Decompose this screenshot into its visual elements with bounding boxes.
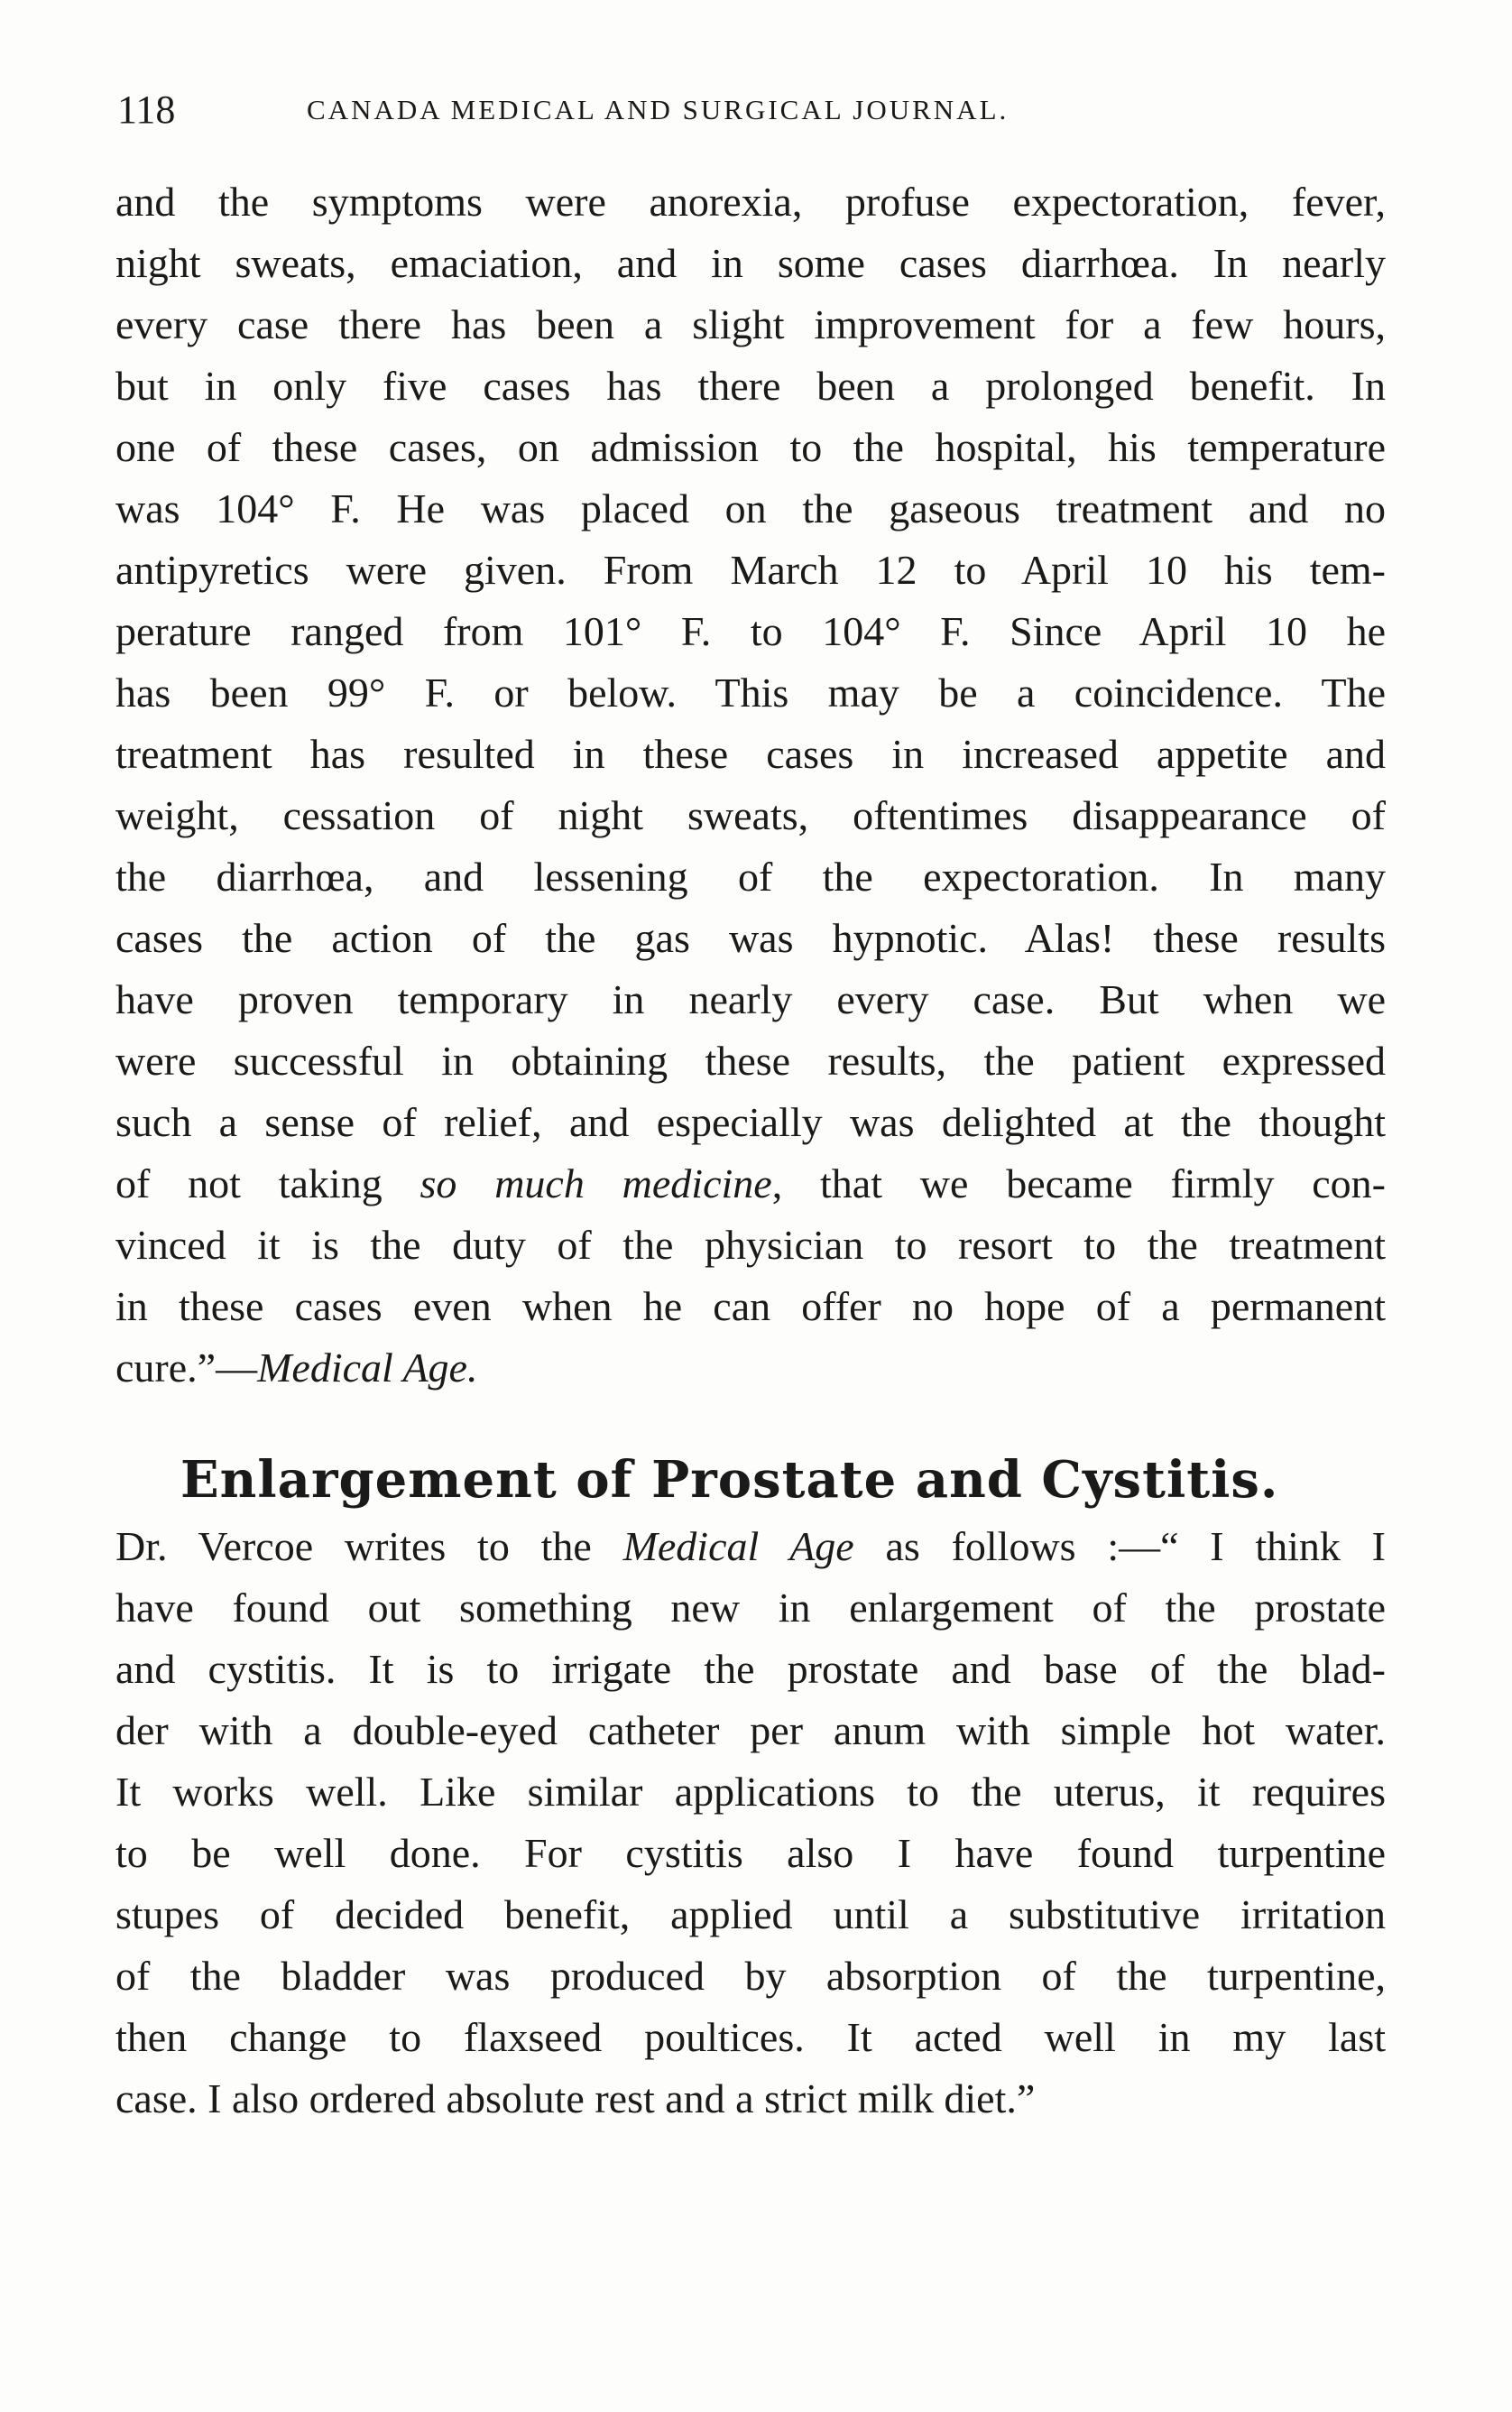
text-line: one of these cases, on admission to the hospital, his temperature [115,424,1386,470]
text-fragment: of not taking [115,1160,420,1206]
text-line: was 104° F. He was placed on the gaseous treatment and no [115,485,1386,531]
text-line: der with a double-eyed catheter per anum with simple hot water. [115,1707,1386,1753]
text-line: every case there has been a slight improvement for a few hours, [115,301,1386,347]
paragraph-consumption-treatment [115,171,1386,1399]
text-line [115,1516,1386,1577]
text-line: in these cases even when he can offer no hope of a permanent [115,1283,1386,1329]
text-fragment: cure.”— [115,1345,258,1391]
text-line: case. I also ordered absolute rest and a strict milk diet.” [115,2075,1036,2121]
section-heading: Enlargement of Prostate and Cystitis. [180,1450,1279,1510]
text-line: then change to flaxseed poultices. It acted well in my last [115,2014,1386,2060]
text-line: to be well done. For cystitis also I have found turpentine [115,1830,1386,1876]
text-line: were successful in obtaining these results, the patient expressed [115,1038,1386,1084]
journal-title: CANADA MEDICAL AND SURGICAL JOURNAL. [307,94,1010,125]
text-line: antipyretics were given. From March 12 to April 10 his tem- [115,547,1386,593]
text-line [115,1337,1386,1399]
page-number: 118 [117,88,176,132]
text-line: treatment has resulted in these cases in increased appetite and [115,731,1386,777]
text-line: but in only five cases has there been a prolonged benefit. In [115,363,1386,409]
text-line: cases the action of the gas was hypnotic. Alas! these results [115,915,1386,961]
text-line: have proven temporary in nearly every case. But when we [115,976,1386,1022]
text-line: vinced it is the duty of the physician to resort to the treatment [115,1222,1386,1268]
text-line: has been 99° F. or below. This may be a coincidence. The [115,670,1386,716]
text-line: such a sense of relief, and especially was delighted at the thought [115,1099,1386,1145]
emphasis-text: so much medicine [419,1160,772,1206]
text-fragment: Dr. Vercoe writes to the [115,1523,623,1569]
text-line: night sweats, emaciation, and in some cases diarrhœa. In nearly [115,240,1386,286]
source-citation: Medical Age. [257,1345,478,1391]
text-line: It works well. Like similar applications to the uterus, it requires [115,1769,1386,1815]
text-line: and cystitis. It is to irrigate the prostate and base of the blad- [115,1646,1386,1692]
text-fragment: as follows :—“ I think I [853,1523,1387,1569]
text-line: and the symptoms were anorexia, profuse expectoration, fever, [115,179,1386,225]
text-line [115,1153,1386,1215]
text-line: weight, cessation of night sweats, oftentimes disappearance of [115,792,1386,838]
text-line: stupes of decided benefit, applied until a substitutive irritation [115,1891,1386,1937]
text-line: perature ranged from 101° F. to 104° F. Since April 10 he [115,608,1386,654]
emphasis-text: Medical Age [622,1523,854,1569]
paragraph-prostate-cystitis [115,1516,1386,2130]
text-line: the diarrhœa, and lessening of the expectoration. In many [115,854,1386,900]
text-line: have found out something new in enlargement of the prostate [115,1585,1386,1631]
text-fragment: , that we became firmly con- [771,1160,1386,1206]
running-head [117,83,1398,137]
text-line: of the bladder was produced by absorption of the turpentine, [115,1953,1386,1999]
